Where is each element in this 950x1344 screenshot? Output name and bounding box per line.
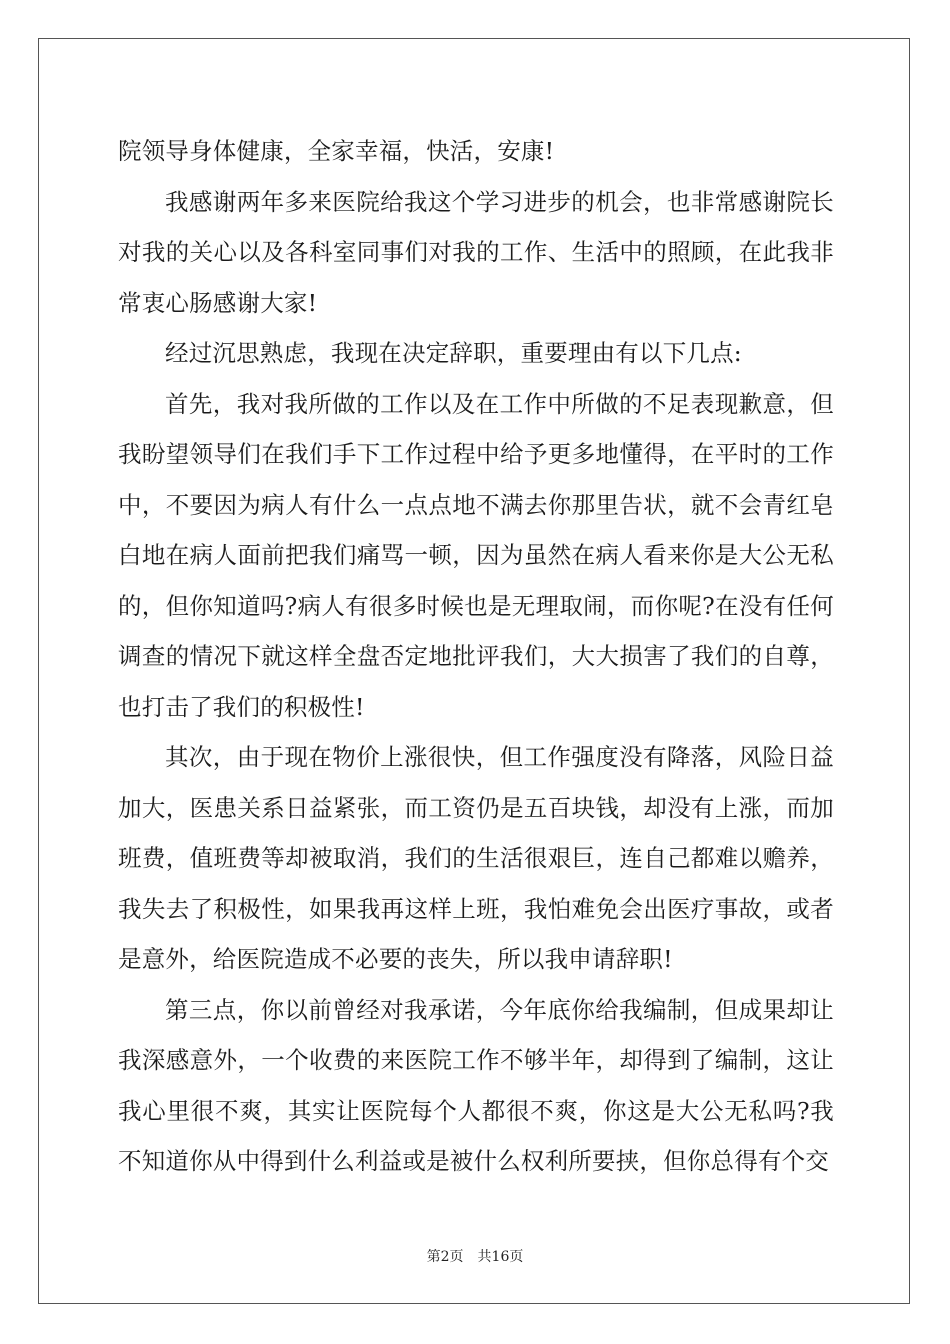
page-total: 共16页 bbox=[477, 1249, 524, 1265]
paragraph: 院领导身体健康，全家幸福，快活，安康! bbox=[118, 137, 555, 165]
paragraph: 经过沉思熟虑，我现在决定辞职，重要理由有以下几点: bbox=[165, 339, 742, 367]
paragraph: 第三点，你以前曾经对我承诺，今年底你给我编制，但成果却让我深感意外，一个收费的来医院工作不够半年，却得到了编制，这让我心里很不爽，其实让医院每个人都很不爽，你这是大公无私吗?我不知道你从中得到什么利益或是被什么权利所要挟，但你总得有个交 bbox=[118, 995, 834, 1175]
paragraph: 我感谢两年多来医院给我这个学习进步的机会，也非常感谢院长对我的关心以及各科室同事们对我的工作、生活中的照顾，在此我非常衷心肠感谢大家! bbox=[118, 187, 834, 317]
document-body bbox=[118, 126, 834, 1187]
paragraph: 其次，由于现在物价上涨很快，但工作强度没有降落，风险日益加大，医患关系日益紧张，而工资仍是五百块钱，却没有上涨，而加班费，值班费等却被取消，我们的生活很艰巨，连自己都难以赡养，我失去了积极性，如果我再这样上班，我怕难免会出医疗事故，或者是意外，给医院造成不必要的丧失，所以我申请辞职! bbox=[118, 743, 834, 973]
page-footer bbox=[0, 1246, 950, 1266]
paragraph: 首先，我对我所做的工作以及在工作中所做的不足表现歉意，但我盼望领导们在我们手下工作过程中给予更多地懂得，在平时的工作中，不要因为病人有什么一点点地不满去你那里告状，就不会青红皂白地在病人面前把我们痛骂一顿，因为虽然在病人看来你是大公无私的，但你知道吗?病人有很多时候也是无理取闹，而你呢?在没有任何调查的情况下就这样全盘否定地批评我们，大大损害了我们的自尊，也打击了我们的积极性! bbox=[118, 389, 834, 721]
page-number: 第2页 bbox=[426, 1249, 464, 1265]
